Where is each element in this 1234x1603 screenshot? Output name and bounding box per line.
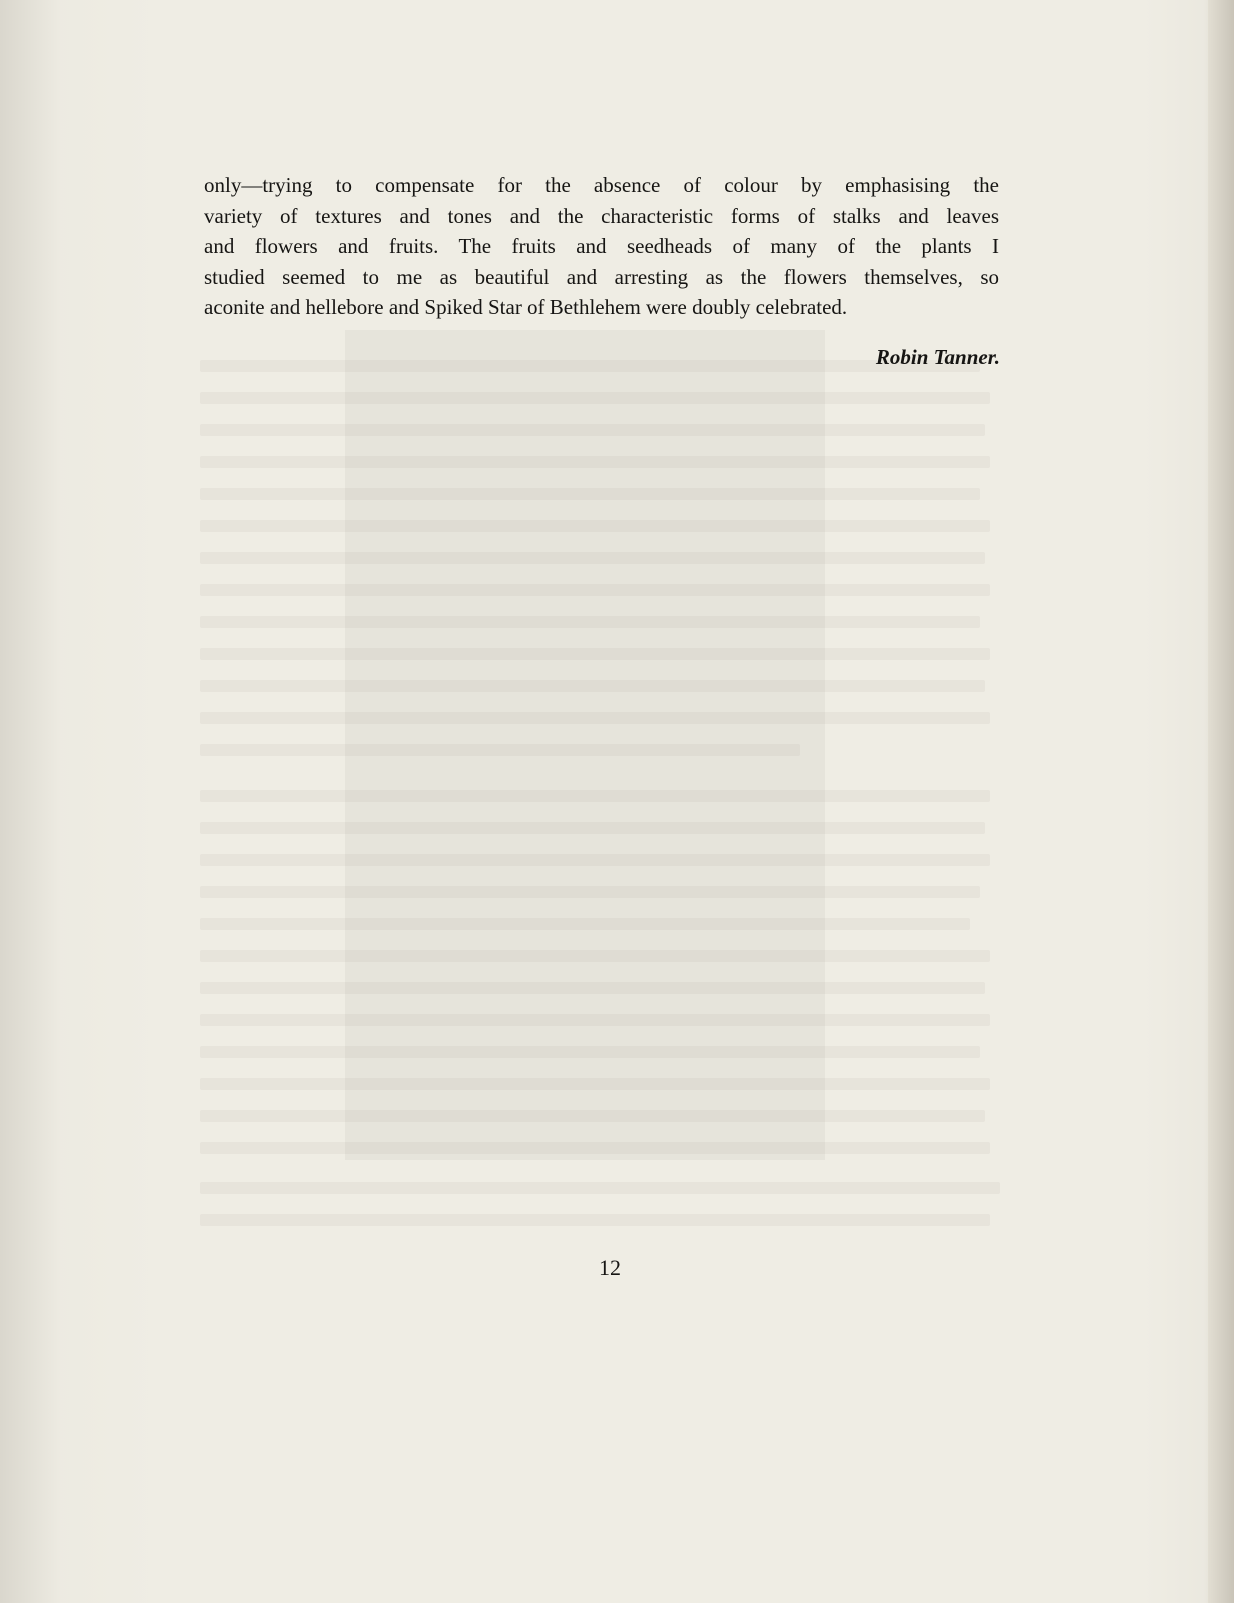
author-signature: Robin Tanner. [875,345,1000,369]
showthrough-line [200,982,985,994]
page-number: 12 [599,1255,621,1280]
showthrough-line [200,1110,985,1122]
showthrough-line [200,1014,990,1026]
page-edge [1208,0,1234,1603]
showthrough-line [200,552,985,564]
showthrough-line [200,822,985,834]
body-line: aconite and hellebore and Spiked Star of Bethlehem were doubly celebrated. [204,295,848,319]
showthrough-line [200,950,990,962]
showthrough-line [200,456,990,468]
body-line: only—trying to compensate for the absence of colour by emphasising the [204,173,999,197]
showthrough-line [200,520,990,532]
showthrough-line [200,1214,990,1226]
showthrough-line [200,1142,990,1154]
showthrough-line [200,918,970,930]
showthrough-line [200,886,980,898]
showthrough-line [200,648,990,660]
showthrough-line [200,1046,980,1058]
showthrough-line [200,392,990,404]
showthrough-line [200,488,980,500]
showthrough-line [200,360,980,372]
showthrough-line [200,616,980,628]
showthrough-line [200,1078,990,1090]
body-line: and flowers and fruits. The fruits and seedheads of many of the plants I [204,234,999,258]
showthrough-line [200,790,990,802]
showthrough-line [200,680,985,692]
showthrough-line [200,424,985,436]
showthrough-line [200,584,990,596]
showthrough-line [200,712,990,724]
showthrough-line [200,1182,1000,1194]
showthrough-line [200,854,990,866]
body-paragraph [204,170,999,323]
body-line: variety of textures and tones and the characteristic forms of stalks and leaves [204,203,999,228]
showthrough-line [200,744,800,756]
body-line: studied seemed to me as beautiful and arresting as the flowers themselves, so [204,264,999,289]
